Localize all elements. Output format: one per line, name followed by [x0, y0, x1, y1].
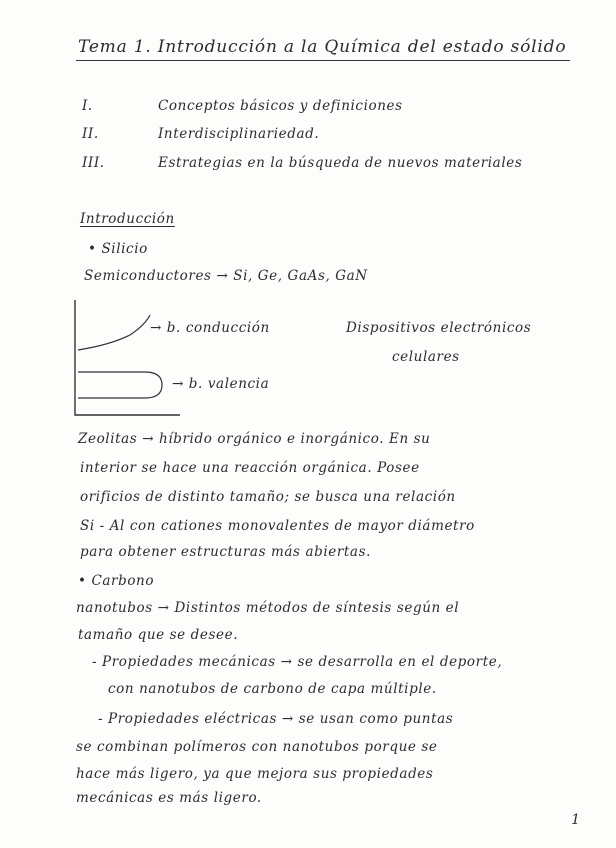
mecanicas-line-2: con nanotubos de carbono de capa múltiple. — [108, 681, 437, 697]
bullet-silicio: • Silicio — [88, 241, 148, 257]
title-underline — [76, 60, 570, 61]
label-banda-valencia: → b. valencia — [172, 376, 270, 392]
outline-num-2: II. — [82, 126, 99, 142]
dispositivos-line-1: Dispositivos electrónicos — [346, 320, 532, 336]
line-semiconductores: Semiconductores → Si, Ge, GaAs, GaN — [84, 268, 368, 284]
electricas-line-3: hace más ligero, ya que mejora sus propiedades — [76, 766, 434, 782]
page-title: Tema 1. Introducción a la Química del estado sólido — [78, 37, 567, 57]
section-heading: Introducción — [80, 211, 175, 227]
zeolitas-line-1: Zeolitas → híbrido orgánico e inorgánico. En su — [78, 431, 431, 447]
outline-num-3: III. — [82, 155, 105, 171]
mecanicas-line-1: - Propiedades mecánicas → se desarrolla en el deporte, — [92, 654, 503, 670]
electricas-line-2: se combinan polímeros con nanotubos porque se — [76, 739, 438, 755]
dispositivos-line-2: celulares — [392, 349, 460, 365]
outline-item-1: Conceptos básicos y definiciones — [158, 98, 403, 114]
label-banda-conduccion: → b. conducción — [150, 320, 270, 336]
electricas-line-4: mecánicas es más ligero. — [76, 790, 262, 806]
zeolitas-line-4: Si - Al con cationes monovalentes de mayor diámetro — [80, 518, 475, 534]
zeolitas-line-5: para obtener estructuras más abiertas. — [80, 544, 372, 560]
zeolitas-line-2: interior se hace una reacción orgánica. Posee — [80, 460, 420, 476]
zeolitas-line-3: orificios de distinto tamaño; se busca una relación — [80, 489, 456, 505]
band-diagram — [70, 300, 180, 420]
electricas-line-1: - Propiedades eléctricas → se usan como puntas — [98, 711, 454, 727]
nanotubos-line-1: nanotubos → Distintos métodos de síntesis según el — [76, 600, 460, 616]
nanotubos-line-2: tamaño que se desee. — [78, 627, 239, 643]
outline-num-1: I. — [82, 98, 93, 114]
outline-item-2: Interdisciplinariedad. — [158, 126, 320, 142]
page-number: 1 — [571, 812, 580, 828]
bullet-carbono: • Carbono — [78, 573, 155, 589]
outline-item-3: Estrategias en la búsqueda de nuevos materiales — [158, 155, 523, 171]
